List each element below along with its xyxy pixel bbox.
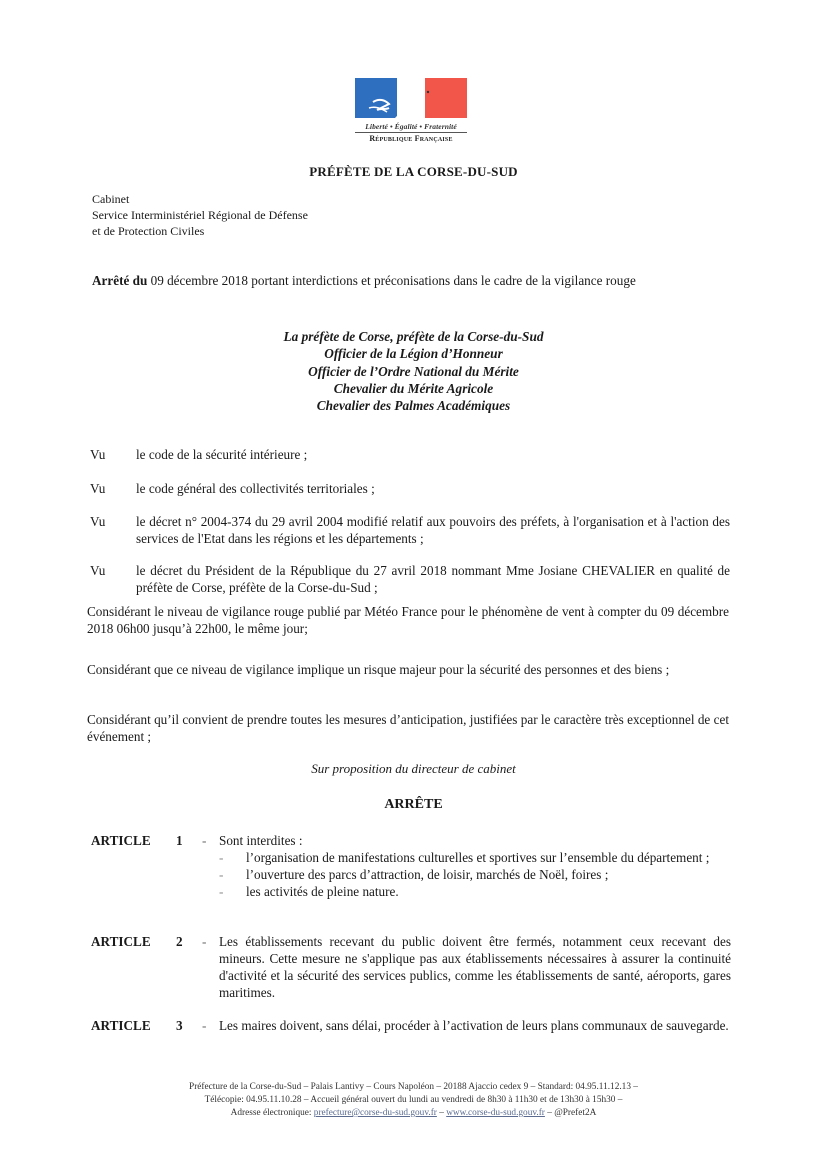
footer-separator: – (544, 1108, 555, 1118)
footer-address: Préfecture de la Corse-du-Sud – Palais Lantivy – Cours Napoléon – 20188 Ajaccio cedex 9 – Standard: 04.95.11.12.13 – (189, 1082, 638, 1092)
bullet-dash-icon: - (219, 884, 224, 899)
service-block (92, 191, 308, 239)
footer-contact (0, 1107, 827, 1120)
prefect-title-line: Chevalier du Mérite Agricole (333, 380, 494, 396)
article-dash: - (202, 1018, 207, 1033)
article-number: 2 (176, 934, 183, 949)
republique-francaise-logo (355, 78, 467, 143)
footer-email-label: Adresse électronique: (230, 1108, 314, 1118)
proposition-line: Sur proposition du directeur de cabinet (311, 761, 516, 776)
footer-email-link[interactable]: prefecture@corse-du-sud.gouv.fr (313, 1108, 437, 1118)
article-3 (91, 1017, 731, 1034)
bullet-dash-icon: - (219, 867, 224, 882)
service-line: Service Interministériel Régional de Défense (92, 208, 308, 222)
service-line: et de Protection Civiles (92, 224, 205, 238)
vu-label: Vu (90, 563, 106, 578)
logo-motto: Liberté • Égalité • Fraternité (355, 122, 467, 133)
bullet-dash-icon: - (219, 850, 224, 865)
vu-clause (90, 480, 730, 497)
article-text: Sont interdites : (219, 833, 303, 848)
article-text: Les établissements recevant du public doivent être fermés, notamment ceux recevant des mineurs. Cette mesure ne s'applique pas aux établissements nécessaires à assurer la continuité d'activité et la sécurité des services publics, comme les établissements de santé, aéroports, gares maritimes. (219, 934, 731, 1000)
prefect-title-line: Chevalier des Palmes Académiques (316, 398, 511, 414)
article-label: ARTICLE (91, 934, 151, 949)
article-2 (91, 933, 731, 1001)
article-bullet: - l’ouverture des parcs d’attraction, de loisir, marchés de Noël, foires ; (219, 867, 609, 882)
vu-label: Vu (90, 514, 106, 529)
article-bullet-list (219, 849, 731, 900)
vu-clause (90, 446, 730, 463)
arrete-title (92, 273, 636, 289)
page-footer (0, 1081, 827, 1120)
prefect-titles (0, 328, 827, 414)
footer-separator: – (436, 1108, 447, 1118)
footer-twitter-handle: @Prefet2A (554, 1108, 597, 1118)
article-bullet: - l’organisation de manifestations culturelles et sportives sur l’ensemble du département ; (219, 850, 710, 865)
arrete-label: Arrêté du (92, 273, 148, 288)
vu-text: le code de la sécurité intérieure ; (136, 447, 308, 462)
vu-text: le code général des collectivités territoriales ; (136, 481, 375, 496)
arrete-subject: 09 décembre 2018 portant interdictions et préconisations dans le cadre de la vigilance rouge (147, 273, 636, 288)
vu-text: le décret du Président de la République du 27 avril 2018 nommant Mme Josiane CHEVALIER en qualité de préfète de Corse, préfète de la Corse-du-Sud ; (136, 563, 730, 595)
service-line: Cabinet (92, 192, 130, 206)
prefect-title-line: La préfète de Corse, préfète de la Corse-du-Sud (283, 329, 544, 344)
prefect-title-line: Officier de l’Ordre National du Mérite (308, 363, 519, 379)
footer-hours: Télécopie: 04.95.11.10.28 – Accueil général ouvert du lundi au vendredi de 8h30 à 11h30 et de 13h30 à 15h30 – (204, 1095, 623, 1105)
article-label: ARTICLE (91, 833, 151, 848)
article-bullet: - les activités de pleine nature. (219, 884, 399, 899)
considerant-paragraph: Considérant qu’il convient de prendre toutes les mesures d’anticipation, justifiées par le caractère très exceptionnel de cet événement ; (87, 712, 729, 744)
article-1 (91, 832, 731, 900)
vu-clause (90, 513, 730, 547)
arrete-heading: ARRÊTE (384, 797, 443, 812)
prefecture-title: PRÉFÈTE DE LA CORSE-DU-SUD (309, 164, 518, 179)
article-dash: - (202, 934, 207, 949)
vu-clause (90, 562, 730, 596)
vu-label: Vu (90, 481, 106, 496)
considerant-paragraph: Considérant le niveau de vigilance rouge publié par Météo France pour le phénomène de vent à compter du 09 décembre 2018 06h00 jusqu’à 22h00, le même jour; (87, 604, 729, 636)
vu-text: le décret n° 2004-374 du 29 avril 2004 modifié relatif aux pouvoirs des préfets, à l'organisation et à l'action des services de l'Etat dans les régions et les départements ; (136, 514, 730, 546)
article-text: Les maires doivent, sans délai, procéder à l’activation de leurs plans communaux de sauvegarde. (219, 1018, 729, 1033)
article-label: ARTICLE (91, 1018, 151, 1033)
marianne-flag-icon (355, 78, 467, 118)
article-dash: - (202, 833, 207, 848)
logo-republic: République Française (369, 134, 453, 143)
considerant-paragraph: Considérant que ce niveau de vigilance implique un risque majeur pour la sécurité des personnes et des biens ; (87, 662, 670, 677)
footer-website-link[interactable]: www.corse-du-sud.gouv.fr (446, 1108, 545, 1118)
vu-label: Vu (90, 447, 106, 462)
prefect-title-line: Officier de la Légion d’Honneur (324, 346, 503, 362)
article-number: 1 (176, 833, 183, 848)
article-number: 3 (176, 1018, 183, 1033)
